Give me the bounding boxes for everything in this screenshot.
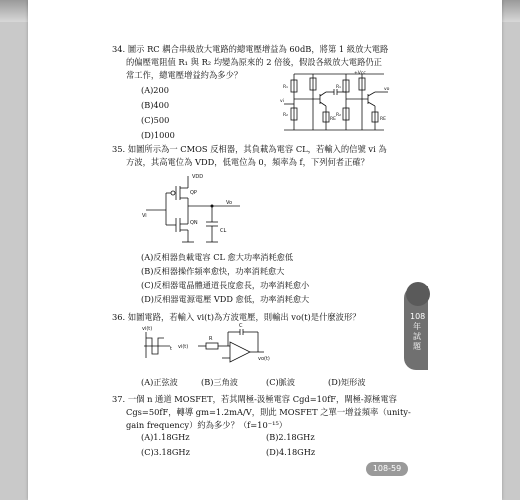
q34-line-1: 34. 圖示 RC 耦合串級放大電路的總電壓增益為 60dB，將第 1 級放大電路 (112, 44, 389, 54)
q34-line-2: 的偏壓電阻值 R₁ 與 R₂ 均變為原來的 2 倍後，假設各級放大電路仍正 (126, 57, 382, 67)
q35-cmos-inverter-diagram (140, 172, 250, 250)
q34-vo-label: vo (384, 87, 390, 92)
q36-r-label: R (209, 336, 213, 342)
q34-option-d: (D)1000 (141, 130, 175, 140)
q34-r2-label: R₂ (283, 113, 288, 118)
page-number: 108-59 (366, 462, 408, 476)
q35-line-2: 方波，其高電位為 VDD，低電位為 0，頻率為 f，下列何者正確？ (126, 157, 369, 167)
q36-option-b: (B)三角波 (201, 377, 238, 387)
q36-option-c: (C)脈波 (266, 377, 296, 387)
q37-option-b: (B)2.18GHz (266, 432, 315, 442)
q35-cl-label: CL (220, 228, 227, 234)
q36-line-1: 36. 如圖電路，若輸入 vi(t)為方波電壓，則輸出 vo(t)是什麼波形？ (112, 312, 361, 322)
q34-vcc-label: +Vcc (354, 71, 366, 76)
q35-vdd-label: VDD (192, 174, 204, 180)
q36-option-d: (D)矩形波 (328, 377, 366, 387)
q34-r2-second-label: R₂ (336, 113, 341, 118)
q35-option-a: (A)反相器負載電容 CL 愈大功率消耗愈低 (141, 252, 294, 262)
q37-option-c: (C)3.18GHz (141, 447, 190, 457)
q37-option-d: (D)4.18GHz (266, 447, 316, 457)
q34-circuit-diagram (280, 70, 392, 138)
side-tab-circle (406, 282, 430, 306)
q35-qp-label: QP (190, 190, 197, 196)
q34-option-c: (C)500 (141, 115, 170, 125)
q37-line-2: Cgs=50fF，轉導 gm=1.2mA/V，則此 MOSFET 之單一增益頻率（unity- (126, 407, 411, 417)
q35-line-1: 35. 如圖所示為一 CMOS 反相器，其負載為電容 CL，若輸入的信號 vi 為 (112, 144, 387, 154)
q34-r1-label: R₁ (283, 85, 288, 90)
year-side-tab (404, 286, 428, 370)
q34-vi-label: vi (280, 99, 284, 104)
q36-circuit-diagram (140, 324, 270, 370)
q37-line-3: gain frequency）約為多少？（f=10⁻¹⁵） (126, 420, 288, 430)
q36-c-label: C (239, 323, 243, 329)
q36-vo-label: vo(t) (258, 356, 270, 362)
q35-vi-label: Vi (142, 213, 147, 219)
q37-line-1: 37. 一個 n 通道 MOSFET，若其閘極-汲極電容 Cgd=10fF，閘極-源極電容 (112, 394, 397, 404)
q34-option-b: (B)400 (141, 100, 170, 110)
q34-re-label: RE (330, 117, 336, 122)
q35-qn-label: QN (190, 220, 198, 226)
q35-option-c: (C)反相器電晶體通道長度愈長，功率消耗愈小 (141, 280, 310, 290)
q36-vi-waveform-label: vi(t) (142, 326, 153, 332)
q34-option-a: (A)200 (141, 85, 169, 95)
side-tab-label: 108年試題 (410, 312, 426, 351)
q34-line-3: 常工作，總電壓增益約為多少？ (126, 70, 243, 80)
q35-option-b: (B)反相器操作頻率愈快，功率消耗愈大 (141, 266, 285, 276)
q36-vi-input-label: vi(t) (178, 344, 189, 350)
q35-vo-label: Vo (226, 200, 233, 206)
q37-option-a: (A)1.18GHz (141, 432, 190, 442)
q34-r1-second-label: R₁ (336, 85, 341, 90)
q36-option-a: (A)正弦波 (141, 377, 178, 387)
q35-option-d: (D)反相器電源電壓 VDD 愈低，功率消耗愈大 (141, 294, 310, 304)
q34-re-second-label: RE (380, 117, 386, 122)
q36-time-axis-label: t (170, 346, 172, 352)
